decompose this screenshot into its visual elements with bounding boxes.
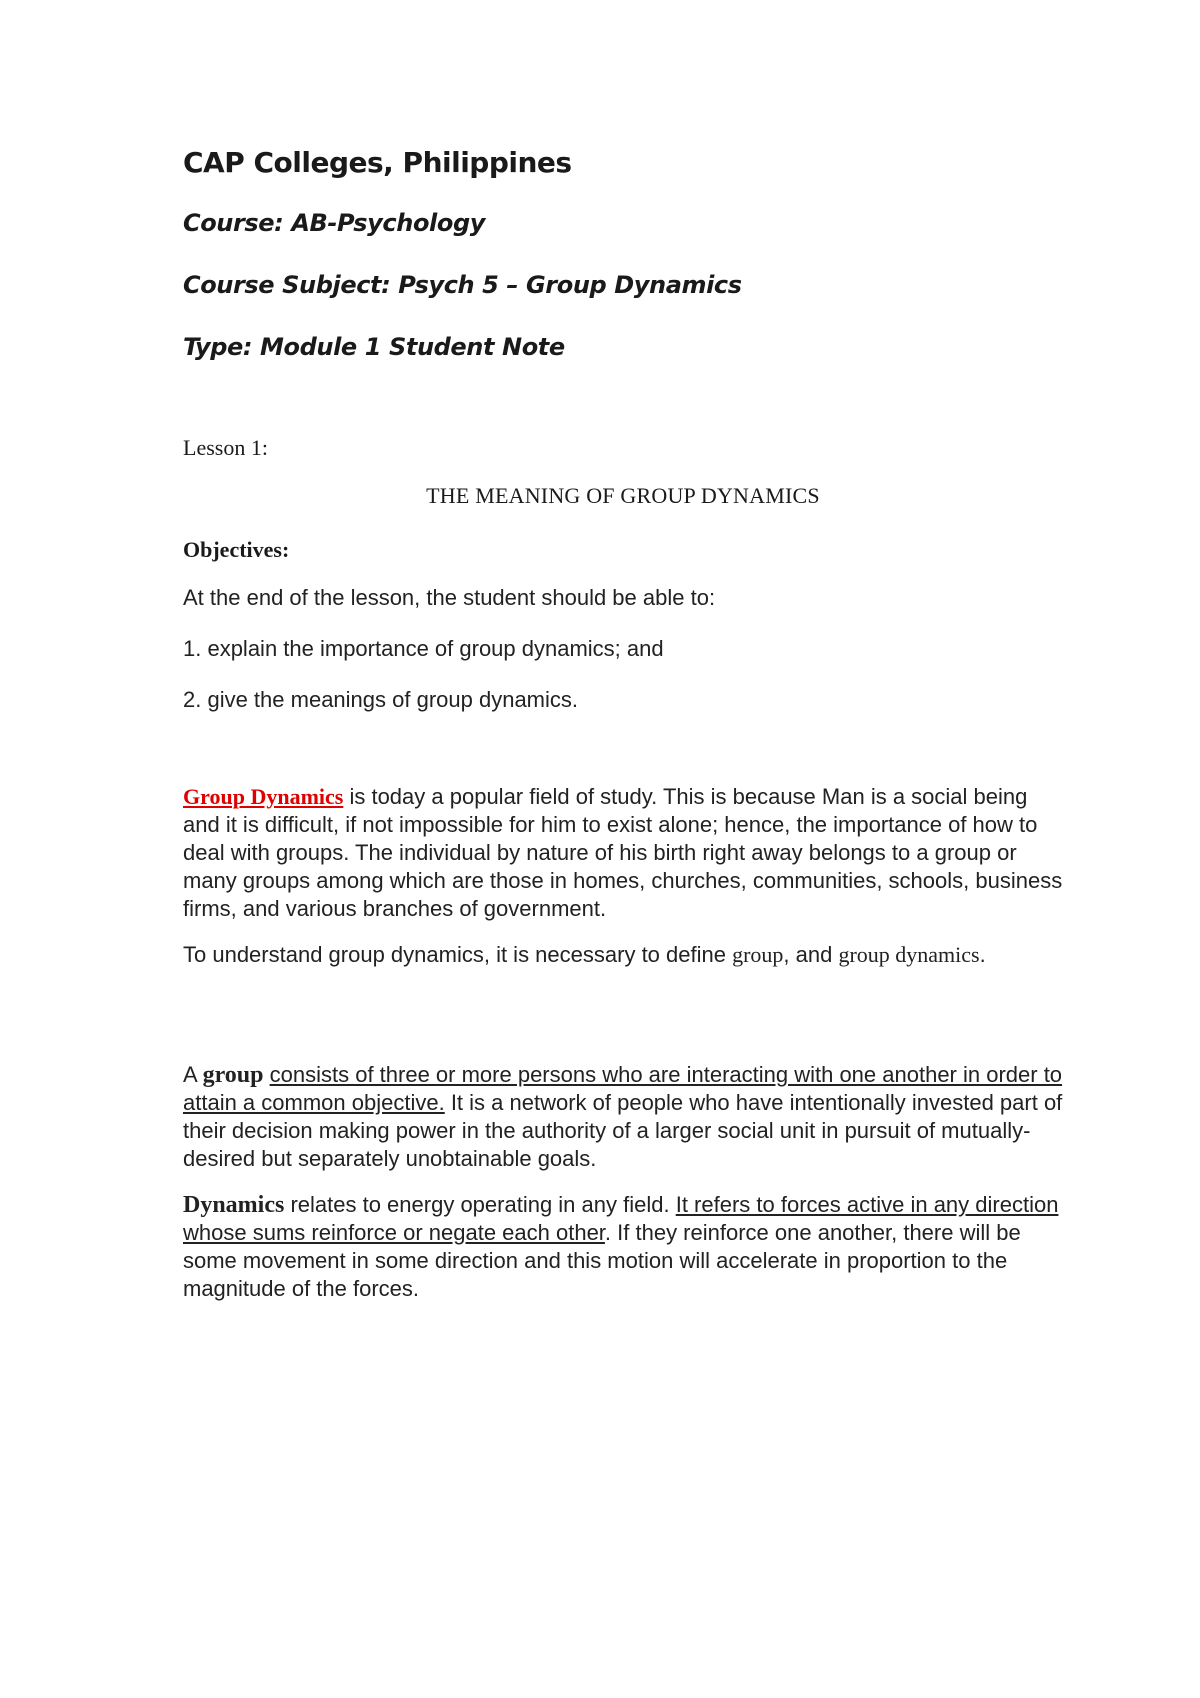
dynamics-term: Dynamics xyxy=(183,1192,285,1218)
group-word: group xyxy=(732,942,784,967)
course-subject-line: Course Subject: Psych 5 – Group Dynamics xyxy=(183,271,742,299)
group-definition-underlined: consists of three or more persons who are interacting with one another in order to attain a common objective. xyxy=(183,1062,1063,1115)
paragraph-group-dynamics xyxy=(183,783,1063,923)
course-line: Course: AB-Psychology xyxy=(183,209,485,237)
paragraph-text: To understand group dynamics, it is necessary to define xyxy=(183,942,733,967)
document-type-line: Type: Module 1 Student Note xyxy=(183,333,565,361)
dynamics-definition-underlined: It refers to forces active in any direction whose sums reinforce or negate each other xyxy=(183,1192,1059,1245)
objectives-intro: At the end of the lesson, the student should be able to: xyxy=(183,585,716,610)
school-title: CAP Colleges, Philippines xyxy=(183,146,572,179)
paragraph-text: A xyxy=(183,1062,203,1087)
paragraph-define xyxy=(183,941,1063,969)
lesson-title: THE MEANING OF GROUP DYNAMICS xyxy=(426,483,820,508)
paragraph-text: . xyxy=(979,942,986,967)
objective-item-2: 2. give the meanings of group dynamics. xyxy=(183,687,579,712)
lesson-label: Lesson 1: xyxy=(183,435,268,460)
paragraph-dynamics-definition xyxy=(183,1191,1063,1303)
objective-item-1: 1. explain the importance of group dynamics; and xyxy=(183,636,664,661)
paragraph-text: . If they reinforce one another, there will be some movement in some direction and this motion will accelerate in proportion to the magnitude of the forces. xyxy=(183,1220,1021,1301)
paragraph-group-definition xyxy=(183,1061,1063,1173)
objectives-heading: Objectives: xyxy=(183,537,290,562)
document-content xyxy=(183,146,1063,1321)
paragraph-text: It is a network of people who have intentionally invested part of their decision making power in the authority of a larger social unit in pursuit of mutually-desired but separately unobtainable goals. xyxy=(183,1090,1063,1171)
paragraph-text: , and xyxy=(783,942,839,967)
group-dynamics-term: Group Dynamics xyxy=(183,784,344,809)
paragraph-text: is today a popular field of study. This is because Man is a social being and it is difficult, if not impossible for him to exist alone; hence, the importance of how to deal with groups. The individual by nature of his birth right away belongs to a group or many groups among which are those in homes, churches, communities, schools, business firms, and various branches of government. xyxy=(183,784,1063,921)
group-term: group xyxy=(202,1062,264,1088)
group-dynamics-word: group dynamics xyxy=(838,942,980,967)
paragraph-text: relates to energy operating in any field. xyxy=(284,1192,676,1217)
